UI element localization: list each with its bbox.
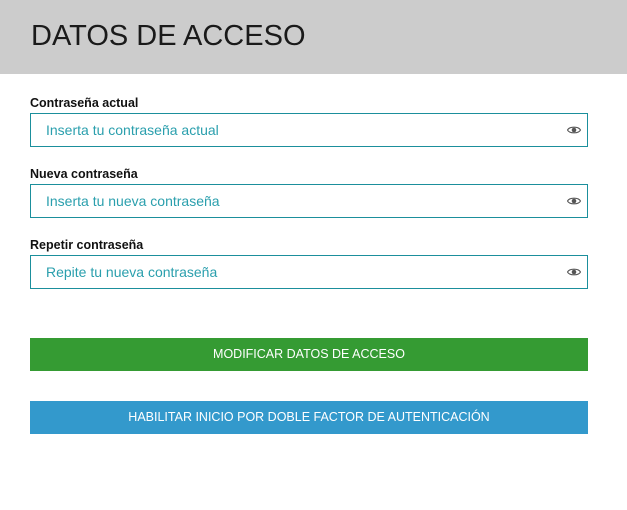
new-password-field	[30, 184, 588, 218]
eye-icon[interactable]	[567, 124, 581, 136]
eye-icon[interactable]	[567, 195, 581, 207]
repeat-password-input[interactable]	[46, 256, 546, 288]
new-password-input[interactable]	[46, 185, 546, 217]
current-password-field	[30, 113, 588, 147]
eye-icon[interactable]	[567, 266, 581, 278]
page-header	[0, 0, 627, 74]
current-password-input[interactable]	[46, 114, 546, 146]
current-password-label: Contraseña actual	[30, 96, 139, 110]
enable-two-factor-button[interactable]: HABILITAR INICIO POR DOBLE FACTOR DE AUTENTICACIÓN	[30, 401, 588, 434]
repeat-password-field	[30, 255, 588, 289]
modify-access-button[interactable]: MODIFICAR DATOS DE ACCESO	[30, 338, 588, 371]
repeat-password-label: Repetir contraseña	[30, 238, 144, 252]
page-title: DATOS DE ACCESO	[31, 20, 306, 52]
new-password-label: Nueva contraseña	[30, 167, 138, 181]
